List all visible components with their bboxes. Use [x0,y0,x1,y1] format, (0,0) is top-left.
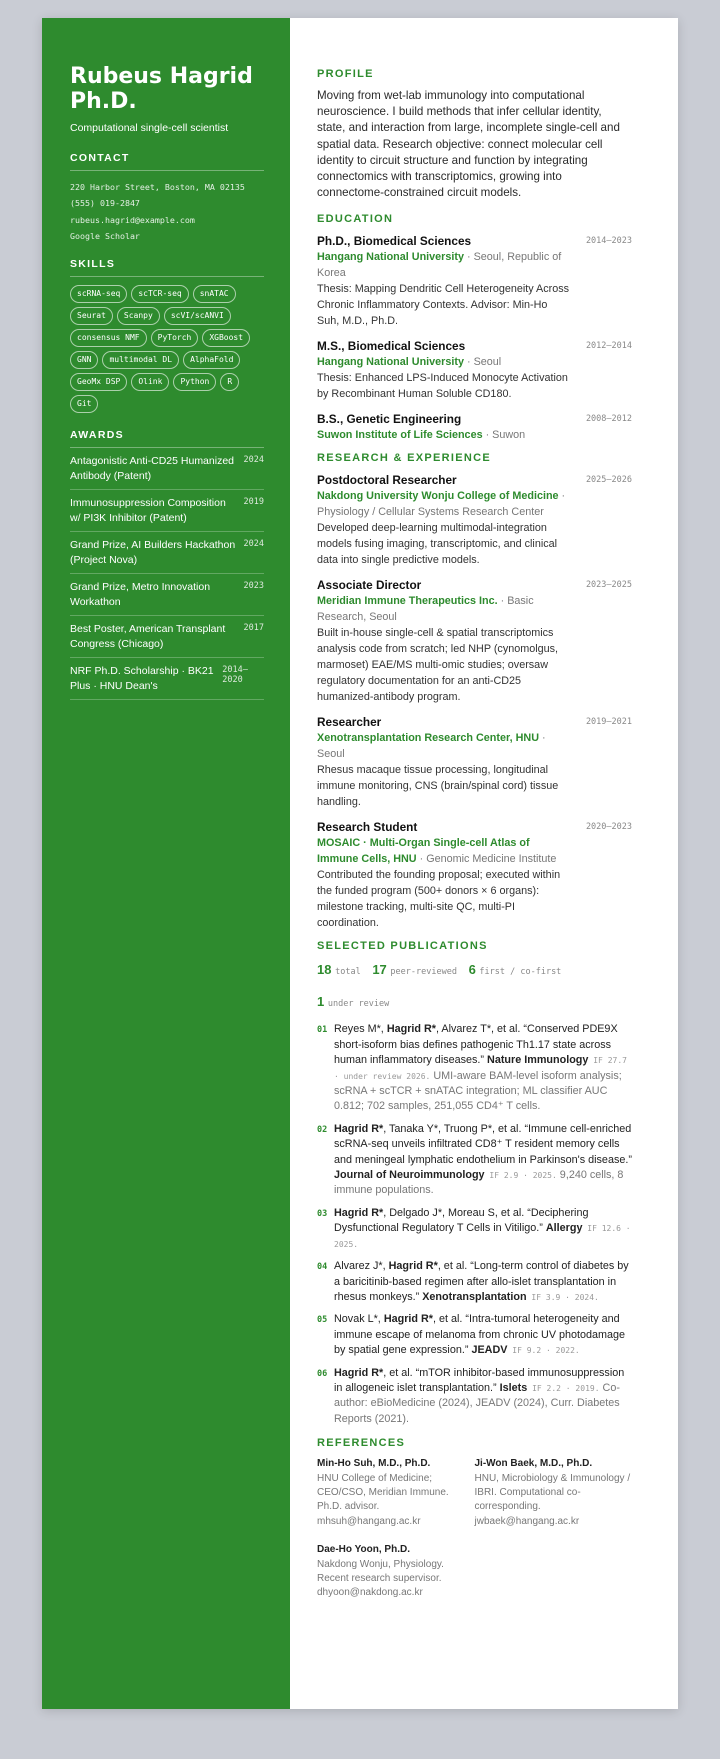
entry-org-line [317,249,572,281]
reference-description: HNU College of Medicine; CEO/CSO, Meridian Immune. Ph.D. advisor. [317,1472,449,1513]
publication-item [317,1022,632,1114]
publication-title: , Delgado J*, Moreau S, et al. “Deciphering Dysfunctional Regulatory T Cells in Vitiligo.” [334,1206,589,1235]
publication-journal: Nature Immunology [487,1054,589,1067]
entry-location: · Physiology / Cellular Systems Research Center [317,490,566,519]
publication-number: 02 [317,1124,328,1135]
award-title: Grand Prize, AI Builders Hackathon (Project Nova) [70,539,236,567]
award-item [70,574,264,616]
entry-org: Nakdong University Wonju College of Medicine [317,490,559,503]
entry-location: · Seoul [464,356,502,369]
entry-title: Research Student [317,820,418,835]
skill-pill: PyTorch [151,329,199,347]
publication-title: , Alvarez T*, et al. “Conserved PDE9X short-isoform bias defines pathogenic Th1.17 state across human inflammatory diseases.” [334,1023,618,1067]
skill-pill: scRNA-seq [70,285,127,303]
publication-self-author: Hagrid R* [334,1206,384,1219]
reference-email[interactable]: dhyoon@nakdong.ac.kr [317,1587,423,1599]
publication-title: , et al. “Intra-tumoral heterogeneity and immune escape of melanoma from chronic UV photodamage by spatial gene expression.” [334,1313,626,1357]
entry-org-line [317,835,572,867]
publication-meta: IF 12.6 · 2025. [334,1224,631,1249]
skills-heading: SKILLS [70,258,264,277]
awards-list [70,448,264,700]
stat-review-count: 1 [317,994,325,1010]
entry-description: Rhesus macaque tissue processing, longitudinal immune monitoring, CNS (brain/spinal cord) tissue handling. [317,764,559,809]
reference-name: Ji-Won Baek, M.D., Ph.D. [474,1458,593,1470]
entry-location: · Genomic Medicine Institute [416,853,557,866]
award-year: 2014–2020 [222,665,248,686]
entry-org-line [317,488,572,520]
experience-heading: RESEARCH & EXPERIENCE [317,452,491,465]
publication-item [317,1259,632,1305]
stat-first-label: first / co-first [479,967,562,978]
entry-description: Contributed the founding proposal; executed within the funded program (500+ donors × 6 organs): milestone tracking, multi-site QC, multi-PI coordination. [317,869,561,930]
entry-location: · Seoul [317,732,546,761]
award-item [70,658,264,700]
experience-list [317,472,632,931]
publication-text [334,1259,632,1305]
publication-text [334,1312,632,1358]
award-title: Grand Prize, Metro Innovation Workathon [70,581,211,609]
award-year: 2019 [243,497,264,508]
person-subtitle: Computational single-cell scientist [70,122,229,134]
experience-entry [317,472,632,568]
contact-heading: CONTACT [70,152,264,171]
reference-item [317,1457,475,1529]
publication-journal: Islets [499,1381,528,1394]
entry-header [317,819,632,835]
entry-org-line [317,730,572,762]
skill-pill: Scanpy [117,307,160,325]
reference-description: Nakdong Wonju, Physiology. Recent research supervisor. [317,1558,444,1585]
entry-header [317,233,632,249]
publication-authors-pre: Reyes M*, [334,1023,387,1036]
award-item [70,448,264,490]
skill-pill: XGBoost [202,329,250,347]
reference-item [475,1457,633,1529]
skill-pill: GNN [70,351,98,369]
award-item [70,532,264,574]
experience-entry [317,714,632,810]
entry-org-line [317,593,572,625]
publication-authors-pre: Novak L*, [334,1313,384,1326]
entry-header [317,577,632,593]
entry-date: 2019–2021 [585,717,632,728]
publication-authors-pre: Alvarez J*, [334,1260,389,1273]
publication-meta: IF 9.2 · 2022. [507,1346,580,1356]
profile-text: Moving from wet-lab immunology into computational neuroscience. I build methods that infer cellular identity, state, and interaction from large, incomplete single-cell and spatial data. Research objective: connect molecular cell identity to circuit structure and function by integrating connectomics with transcriptomics, growing into connectome-constrained circuit models. [317,89,620,200]
award-year: 2023 [243,581,264,592]
skills-list [70,285,264,413]
reference-item [317,1543,475,1601]
publication-title: , et al. “Long-term control of diabetes by a baricitinib-based regimen after allo-islet transplantation in rhesus monkeys.” [334,1260,629,1303]
entry-date: 2014–2023 [585,236,632,247]
publication-number: 04 [317,1262,328,1273]
publication-stats [317,960,632,1014]
publication-meta: IF 3.9 · 2024. [526,1292,599,1302]
award-year: 2024 [243,455,264,466]
skill-pill: scTCR-seq [131,285,188,303]
contact-address: 220 Harbor Street, Boston, MA 02135 [70,182,245,192]
entry-date: 2023–2025 [585,580,632,591]
entry-location: · Basic Research, Seoul [317,595,534,624]
publications-list [317,1022,632,1427]
education-entry [317,411,632,443]
education-entry [317,338,632,402]
stat-review-label: under review [327,999,390,1010]
entry-date: 2020–2023 [585,822,632,833]
publication-self-author: Hagrid R* [388,1260,438,1273]
entry-header [317,714,632,730]
award-year: 2024 [243,539,264,550]
entry-description: Thesis: Enhanced LPS-Induced Monocyte Activation by Recombinant Human Soluble CD180. [317,372,568,401]
stat-total-label: total [335,967,361,978]
award-title: NRF Ph.D. Scholarship · BK21 Plus · HNU Dean's [70,665,214,693]
publications-heading: SELECTED PUBLICATIONS [317,940,488,953]
skill-pill: Python [173,373,216,391]
education-list [317,233,632,443]
publication-item [317,1312,632,1358]
reference-name: Dae-Ho Yoon, Ph.D. [317,1544,410,1556]
stat-peer-label: peer-reviewed [390,967,457,978]
publication-title: , Tanaka Y*, Truong P*, et al. “Immune cell-enriched scRNA-seq unveils infiltrated CD8⁺ T resident memory cells and meningeal lymphatic endothelium in Parkinson's disease.” [334,1122,632,1166]
reference-name: Min-Ho Suh, M.D., Ph.D. [317,1458,431,1470]
skill-pill: Seurat [70,307,113,325]
references-list [317,1457,632,1615]
stat-peer-count: 17 [372,962,387,978]
entry-org: Suwon Institute of Life Sciences [317,429,483,442]
skill-pill: AlphaFold [183,351,240,369]
publication-note: 9,240 cells, 8 immune populations. [334,1169,624,1197]
entry-location: · Suwon [482,429,526,442]
skill-pill: multimodal DL [102,351,179,369]
resume-page [42,18,678,1709]
entry-org-line [317,427,572,443]
award-item [70,490,264,532]
publication-journal: Journal of Neuroimmunology [334,1169,485,1182]
entry-header [317,472,632,488]
entry-title: B.S., Genetic Engineering [317,412,462,427]
entry-org: Meridian Immune Therapeutics Inc. [317,595,498,608]
experience-entry [317,819,632,931]
entry-title: M.S., Biomedical Sciences [317,339,466,354]
publication-note: Co-author: eBioMedicine (2024), JEADV (2024), Curr. Diabetes Reports (2021). [334,1381,620,1425]
publication-journal: Allergy [545,1222,583,1235]
publication-self-author: Hagrid R* [383,1313,434,1326]
publication-meta: IF 27.7 · under review 2026. [334,1056,627,1081]
award-year: 2017 [243,623,264,634]
skill-pill: R [220,373,239,391]
entry-title: Ph.D., Biomedical Sciences [317,234,472,249]
entry-org: Hangang National University [317,251,464,264]
entry-title: Postdoctoral Researcher [317,473,457,488]
entry-org: Hangang National University [317,356,464,369]
skill-pill: scVI/scANVI [164,307,231,325]
contact-scholar-link[interactable]: Google Scholar [70,230,140,241]
main-content [290,18,678,1709]
publication-journal: Xenotransplantation [422,1290,527,1303]
experience-entry [317,577,632,705]
contact-email[interactable]: rubeus.hagrid@example.com [70,214,195,225]
entry-date: 2025–2026 [585,475,632,486]
education-entry [317,233,632,329]
contact-list [70,179,264,244]
publication-meta: IF 2.2 · 2019. [527,1383,600,1393]
entry-location: · Seoul, Republic of Korea [317,251,562,280]
publication-meta: IF 2.9 · 2025. [484,1171,557,1181]
publication-text [334,1122,632,1199]
publication-number: 05 [317,1315,328,1326]
publication-item [317,1122,632,1199]
education-heading: EDUCATION [317,213,394,226]
skill-pill: Olink [131,373,169,391]
sidebar [42,18,290,1709]
entry-header [317,411,632,427]
contact-phone: (555) 019-2847 [70,198,140,209]
awards-heading: AWARDS [70,429,264,448]
publication-self-author: Hagrid R* [386,1023,437,1036]
publication-item [317,1366,632,1428]
entry-org: Xenotransplantation Research Center, HNU [317,732,539,745]
publication-number: 01 [317,1025,328,1036]
entry-date: 2012–2014 [585,341,632,352]
reference-email[interactable]: mhsuh@hangang.ac.kr [317,1515,421,1527]
entry-org: MOSAIC · Multi-Organ Single-cell Atlas of Immune Cells, HNU [317,837,530,866]
reference-email[interactable]: jwbaek@hangang.ac.kr [474,1515,580,1527]
publication-journal: JEADV [471,1344,508,1357]
award-title: Antagonistic Anti-CD25 Humanized Antibody (Patent) [70,455,235,483]
award-item [70,616,264,658]
publication-text [334,1366,632,1428]
skill-pill: Git [70,395,98,413]
entry-header [317,338,632,354]
profile-heading: PROFILE [317,68,374,80]
publication-self-author: Hagrid R* [334,1366,384,1379]
publication-title: , et al. “mTOR inhibitor-based immunosuppression in allogeneic islet transplantation.” [334,1366,625,1394]
entry-description: Built in-house single-cell & spatial transcriptomics analysis code from scratch; led NHP (cynomolgus, marmoset) EAE/MS multi-omic studies; oversaw regulatory documentation for an anti-CD25 humanized-antibody program. [317,627,559,704]
entry-date: 2008–2012 [585,414,632,425]
stat-total-count: 18 [317,962,332,978]
publication-text [334,1022,632,1114]
publication-number: 06 [317,1368,328,1379]
stat-first-count: 6 [468,962,476,978]
entry-title: Researcher [317,715,382,730]
publication-item [317,1206,632,1252]
skill-pill: snATAC [193,285,236,303]
reference-description: HNU, Microbiology & Immunology / IBRI. Computational co-corresponding. [474,1472,631,1513]
stat-review-row [317,992,632,1014]
person-name: Rubeus Hagrid Ph.D. [70,64,253,114]
award-title: Immunosuppression Composition w/ PI3K Inhibitor (Patent) [70,497,226,525]
entry-description: Thesis: Mapping Dendritic Cell Heterogeneity Across Chronic Inflammatory Contexts. Advisor: Min-Ho Suh, M.D., Ph.D. [317,283,570,328]
publication-text [334,1206,632,1252]
entry-org-line [317,354,572,370]
publication-self-author: Hagrid R* [334,1122,384,1135]
skill-pill: consensus NMF [70,329,147,347]
references-heading: REFERENCES [317,1437,406,1450]
entry-title: Associate Director [317,578,422,593]
publication-number: 03 [317,1208,328,1219]
skill-pill: GeoMx DSP [70,373,127,391]
publication-note: UMI-aware BAM-level isoform analysis; scRNA + scTCR + snATAC integration; ML classifier AUC 0.812; 702 samples, 251,055 CD4⁺ T cells. [334,1069,622,1113]
entry-description: Developed deep-learning multimodal-integration models fusing imaging, transcriptomic, and clinical data into single predictive models. [317,522,558,567]
award-title: Best Poster, American Transplant Congress (Chicago) [70,623,226,651]
